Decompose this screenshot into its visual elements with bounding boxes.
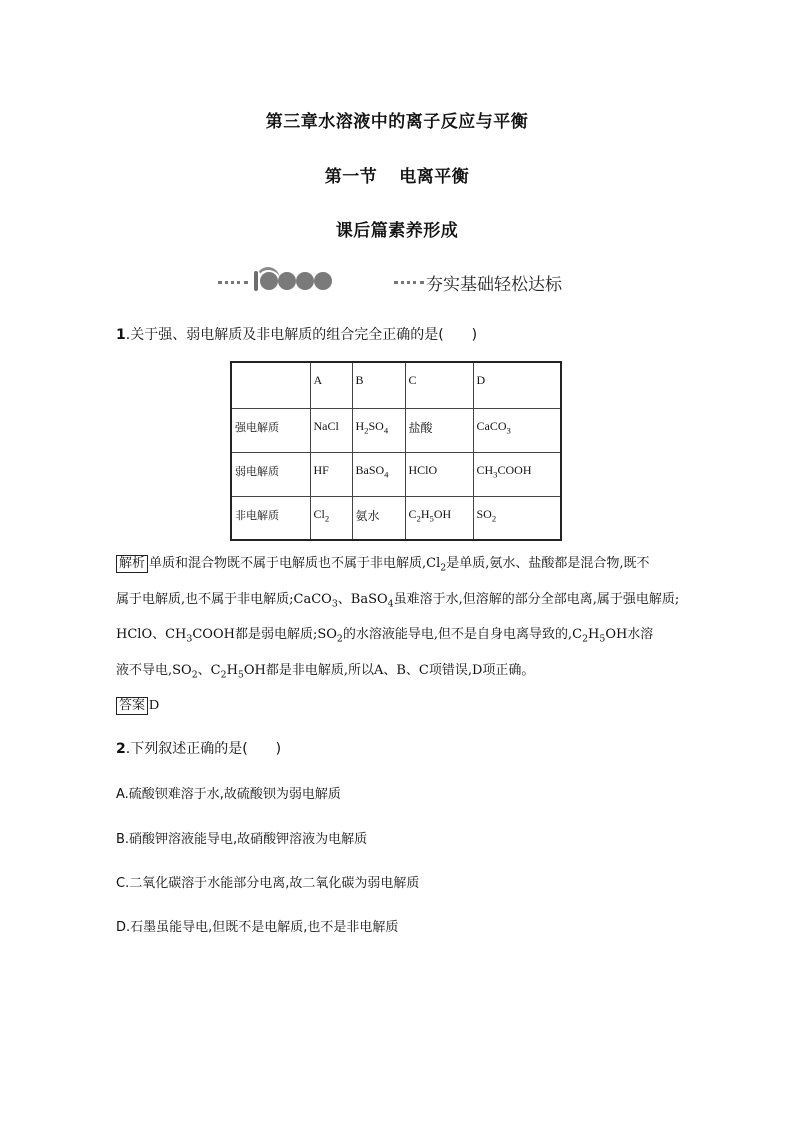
table-cell: 氨水	[352, 496, 405, 540]
option-c[interactable]: C.二氧化碳溶于水能部分电离,故二氧化碳为弱电解质	[116, 876, 420, 891]
dotted-line-decoration	[394, 281, 424, 284]
ball-decoration-icon	[278, 272, 296, 290]
ball-decoration-icon	[296, 272, 314, 290]
answer-value: D	[149, 698, 160, 713]
row-label: 强电解质	[231, 408, 310, 452]
table-header-cell: C	[405, 362, 473, 408]
dotted-line-decoration	[218, 281, 248, 284]
table-cell: 盐酸	[405, 408, 473, 452]
table-cell: $Cl_2$	[310, 496, 352, 540]
table-header-cell: D	[473, 362, 561, 408]
table-header-row	[231, 362, 561, 408]
question-1	[116, 324, 477, 344]
table-cell: $SO_2$	[473, 496, 561, 540]
chapter-title: 第三章水溶液中的离子反应与平衡	[265, 112, 529, 132]
option-b[interactable]: B.硝酸钾溶液能导电,故硝酸钾溶液为电解质	[116, 832, 368, 847]
table-row	[231, 496, 561, 540]
question-text: .下列叙述正确的是( )	[125, 741, 282, 757]
page-subtitle: 课后篇素养形成	[335, 221, 459, 241]
question-number: 2	[116, 741, 126, 757]
row-label: 弱电解质	[231, 452, 310, 496]
table-row	[231, 452, 561, 496]
electrolyte-table	[230, 361, 562, 541]
table-row	[231, 408, 561, 452]
section-title	[0, 162, 794, 187]
table-cell: CaCO$_3$	[473, 408, 561, 452]
answer-block	[116, 690, 686, 721]
row-label: 非电解质	[231, 496, 310, 540]
table-cell: $CH_3COOH$	[473, 452, 561, 496]
table-header-cell: B	[352, 362, 405, 408]
question-2	[116, 738, 281, 758]
section-number: 第一节	[324, 167, 378, 187]
table-header-cell	[231, 362, 310, 408]
table-cell: HClO	[405, 452, 473, 496]
analysis-tag: 解析	[116, 555, 148, 573]
ball-decoration-icon	[260, 272, 278, 290]
table-cell: NaCl	[310, 408, 352, 452]
table-header-cell: A	[310, 362, 352, 408]
analysis-text: 单质和混合物既不属于电解质也不属于非电解质$,Cl_2$是单质,氨水、盐酸都是混合物,既不 属于电解质,也不属于非电解质;CaCO$_3$、BaSO$_4$虽难溶于水,但溶解的部分全部电离,属于强电解质; HClO、$CH_3COOH$都是弱电解质$;SO_2$的水溶液能导电,但不是自身电离导致的$,C_2H_5OH$水溶 液不导电$,SO_2$、$C_2H_5OH$都是非电解质,所以A、B、C项错误,D项正确。	[116, 556, 680, 681]
option-d[interactable]: D.石墨虽能导电,但既不是电解质,也不是非电解质	[116, 920, 399, 935]
table-cell: BaSO$_4$	[352, 452, 405, 496]
table-cell: HF	[310, 452, 352, 496]
option-a[interactable]: A.硫酸钡难溶于水,故硫酸钡为弱电解质	[116, 787, 341, 802]
banner-text: 夯实基础轻松达标	[426, 275, 562, 295]
section-name: 电离平衡	[399, 167, 470, 187]
question-text: .关于强、弱电解质及非电解质的组合完全正确的是( )	[125, 327, 478, 343]
answer-tag: 答案	[116, 697, 148, 715]
analysis-block	[116, 548, 686, 690]
question-number: 1	[116, 327, 126, 343]
section-banner	[218, 264, 598, 300]
table-cell: $C_2H_5OH$	[405, 496, 473, 540]
table-cell: $H_2SO_4$	[352, 408, 405, 452]
ball-decoration-icon	[314, 272, 332, 290]
